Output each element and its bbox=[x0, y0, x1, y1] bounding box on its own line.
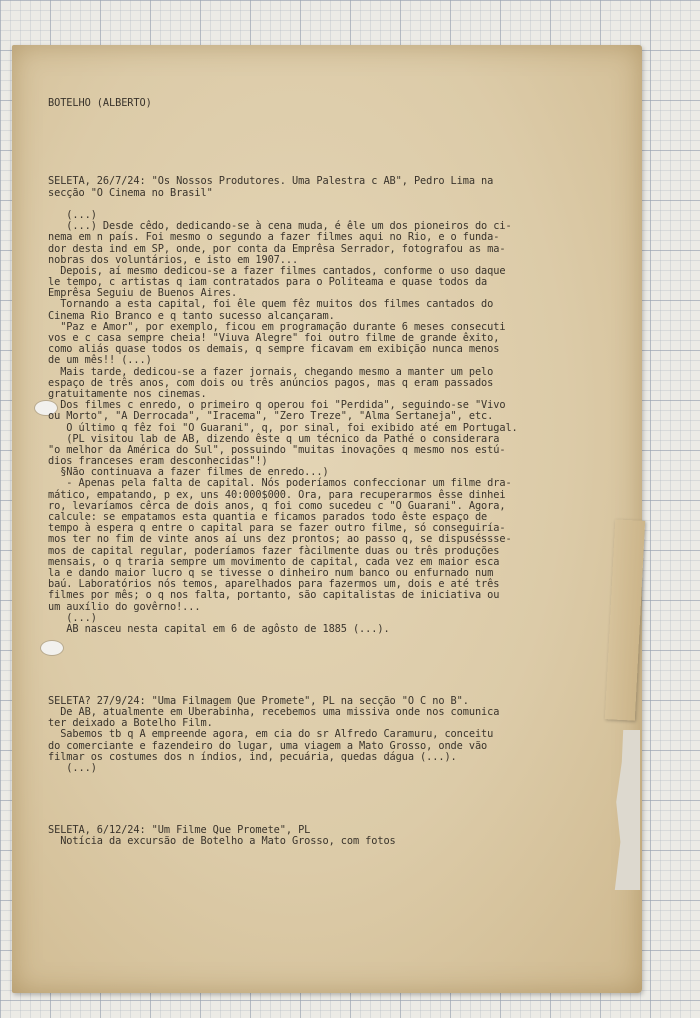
text-line: §Não continuava a fazer filmes de enredo...) bbox=[48, 466, 329, 479]
document-heading: BOTELHO (ALBERTO) bbox=[48, 97, 152, 110]
entry-seleta-26-7-24 bbox=[48, 176, 633, 635]
text-line: - Apenas pela falta de capital. Nós poderíamos confeccionar um filme dra- bbox=[48, 477, 512, 490]
text-line: mensais, o q traria sempre um movimento de capital, cada vez em maior esca bbox=[48, 555, 500, 568]
text-line: la e dando maior lucro q se tivesse o dinheiro num banco ou enfurnado num bbox=[48, 566, 494, 579]
text-line: "Paz e Amor", por exemplo, ficou em programação durante 6 meses consecuti bbox=[48, 320, 506, 333]
text-line: SELETA, 6/12/24: "Um Filme Que Promete", PL bbox=[48, 824, 311, 837]
text-line: le tempo, c artistas q iam contratados para o Politeama e quase todos da bbox=[48, 276, 488, 289]
document-text bbox=[48, 76, 633, 859]
entry-seleta-6-12-24 bbox=[48, 825, 633, 847]
entry-seleta-27-9-24 bbox=[48, 696, 633, 774]
text-line: calcule: se empatamos esta quantia e ficamos parados todo êste espaço de bbox=[48, 511, 488, 524]
text-line: (PL visitou lab de AB, dizendo êste q um técnico da Pathé o considerara bbox=[48, 432, 500, 445]
text-line: ro, levaríamos cêrca de dois anos, q foi como sucedeu c "O Guarani". Agora, bbox=[48, 499, 506, 512]
text-line: secção "O Cinema no Brasil" bbox=[48, 186, 213, 199]
text-line: do comerciante e fazendeiro do lugar, uma viagem a Mato Grosso, onde vão bbox=[48, 739, 488, 752]
text-line: Dos filmes c enredo, o primeiro q operou foi "Perdida", seguindo-se "Vivo bbox=[48, 399, 506, 412]
text-line: SELETA? 27/9/24: "Uma Filmagem Que Promete", PL na secção "O C no B". bbox=[48, 694, 469, 707]
text-line: dor desta ind em SP, onde, por conta da Emprêsa Serrador, fotografou as ma- bbox=[48, 242, 506, 255]
text-line: AB nasceu nesta capital em 6 de agôsto de 1885 (...). bbox=[48, 622, 390, 635]
text-line: um auxílio do govêrno!... bbox=[48, 600, 201, 613]
text-line: gratuitamente nos cinemas. bbox=[48, 387, 207, 400]
text-line: Mais tarde, dedicou-se a fazer jornais, chegando mesmo a manter um pelo bbox=[48, 365, 494, 378]
text-line: tempo à espera q entre o capital para se fazer outro filme, só conseguiría- bbox=[48, 522, 506, 535]
text-line: mos ter no fim de vinte anos aí uns dez prontos; ao passo q, se dispuséssse- bbox=[48, 533, 512, 546]
text-line: O último q fêz foi "O Guarani", q, por sinal, foi exibido até em Portugal. bbox=[48, 421, 518, 434]
text-line: (...) bbox=[48, 611, 97, 624]
text-line: dios franceses eram desconhecidas"!) bbox=[48, 455, 268, 468]
text-line: Tornando a esta capital, foi êle quem fêz muitos dos filmes cantados do bbox=[48, 298, 494, 311]
text-line: (...) bbox=[48, 208, 97, 221]
text-line: (...) bbox=[48, 762, 97, 775]
text-line: De AB, atualmente em Uberabinha, recebemos uma missiva onde nos comunica bbox=[48, 706, 500, 719]
text-line: Emprêsa Seguiu de Buenos Aires. bbox=[48, 287, 238, 300]
text-line: mos de capital regular, poderíamos fazer fàcilmente duas ou três produções bbox=[48, 544, 500, 557]
text-line: como aliás quase todos os demais, q sempre ficavam em exibição nunca menos bbox=[48, 343, 500, 356]
text-line: (...) Desde cêdo, dedicando-se à cena muda, é êle um dos pioneiros do ci- bbox=[48, 220, 512, 233]
text-line: baú. Laboratórios nós temos, aparelhados para fazermos um, dois e até três bbox=[48, 578, 500, 591]
text-line bbox=[48, 199, 633, 210]
text-line: Sabemos tb q A empreende agora, em cia do sr Alfredo Caramuru, conceitu bbox=[48, 728, 494, 741]
text-line: ou Morto", "A Derrocada", "Iracema", "Zero Treze", "Alma Sertaneja", etc. bbox=[48, 410, 494, 423]
text-line: espaço de três anos, com dois ou três anúncios pagos, mas q eram passados bbox=[48, 376, 494, 389]
text-line: de um mês!! (...) bbox=[48, 354, 152, 367]
text-line: vos e c casa sempre cheia! "Viuva Alegre" foi outro filme de grande êxito, bbox=[48, 332, 500, 345]
text-line: Notícia da excursão de Botelho a Mato Grosso, com fotos bbox=[48, 835, 396, 848]
text-line: nobras dos voluntários, e isto em 1907... bbox=[48, 253, 299, 266]
text-line: filmar os costumes dos n índios, ind, pecuária, quedas dágua (...). bbox=[48, 750, 457, 763]
text-line: SELETA, 26/7/24: "Os Nossos Produtores. Uma Palestra c AB", Pedro Lima na bbox=[48, 175, 494, 188]
text-line: Depois, aí mesmo dedicou-se a fazer filmes cantados, conforme o uso daque bbox=[48, 264, 506, 277]
text-line: ter deixado a Botelho Film. bbox=[48, 717, 213, 730]
text-line: Cinema Rio Branco e q tanto sucesso alcançaram. bbox=[48, 309, 335, 322]
text-line: nema em n país. Foi mesmo o segundo a fazer filmes aqui no Rio, e o funda- bbox=[48, 231, 500, 244]
text-line: mático, empatando, p ex, uns 40:000$000. Ora, para recuperarmos êsse dinhei bbox=[48, 488, 506, 501]
text-line: filmes por mês; o q nos falta, portanto, são capitalistas de iniciativa ou bbox=[48, 589, 500, 602]
text-line: "o melhor da América do Sul", possuindo "muitas inovações q mesmo nos estú- bbox=[48, 443, 506, 456]
